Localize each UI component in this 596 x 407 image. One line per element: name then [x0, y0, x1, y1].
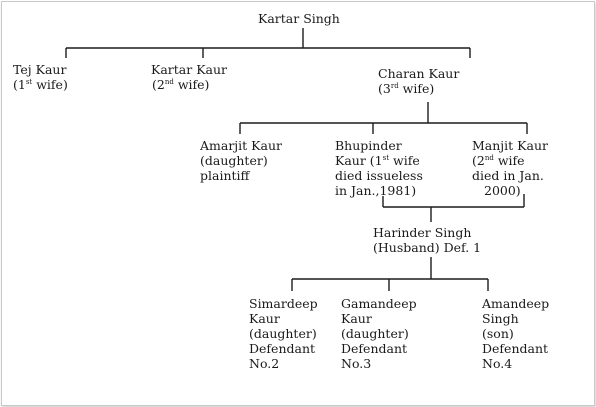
node-charan-kaur — [378, 66, 459, 96]
node-line: Manjit Kaur — [472, 138, 548, 153]
node-label: Kartar Singh — [258, 11, 340, 26]
node-name: Kartar Kaur — [151, 62, 228, 77]
node-line: died in Jan. — [472, 168, 544, 183]
node-line: Amandeep — [482, 296, 550, 311]
node-amandeep-singh — [482, 296, 549, 371]
node-tej-kaur — [13, 62, 68, 92]
node-line: Amarjit Kaur — [200, 138, 282, 153]
node-manjit-kaur — [472, 138, 548, 198]
node-simardeep-kaur — [249, 296, 318, 371]
node-line: Kaur — [341, 311, 372, 326]
node-line: died issueless — [335, 168, 423, 183]
node-relation: (1st wife) — [13, 77, 68, 92]
node-line: (son) — [482, 326, 514, 341]
node-line: No.2 — [249, 356, 280, 371]
node-line: Defendant — [482, 341, 549, 356]
node-gamandeep-kaur — [341, 296, 417, 371]
node-relation: (2nd wife) — [152, 77, 210, 92]
node-line: No.3 — [341, 356, 372, 371]
node-line: (2nd wife — [472, 153, 525, 168]
node-line: (daughter) — [341, 326, 409, 341]
node-line: (Husband) Def. 1 — [373, 240, 482, 255]
node-name: Tej Kaur — [13, 62, 67, 77]
node-line: Kaur — [249, 311, 280, 326]
node-line: Simardeep — [249, 296, 318, 311]
node-line: Kaur (1st wife — [335, 153, 420, 168]
node-line: Harinder Singh — [373, 225, 472, 240]
node-harinder-singh — [373, 225, 481, 255]
node-line: Singh — [482, 311, 519, 326]
node-line: Defendant — [341, 341, 408, 356]
node-line: plaintiff — [200, 168, 250, 183]
node-line: No.4 — [482, 356, 513, 371]
node-name: Charan Kaur — [378, 66, 460, 81]
node-line: (daughter) — [249, 326, 317, 341]
node-line: 2000) — [484, 183, 521, 198]
node-line: Gamandeep — [341, 296, 417, 311]
node-line: in Jan.,1981) — [335, 183, 417, 198]
node-line: Bhupinder — [335, 138, 402, 153]
node-line: Defendant — [249, 341, 316, 356]
node-line: (daughter) — [200, 153, 268, 168]
node-kartar-kaur — [151, 62, 227, 92]
node-relation: (3rd wife) — [378, 81, 435, 96]
node-kartar-singh — [258, 11, 340, 26]
node-bhupinder-kaur — [335, 138, 423, 198]
node-amarjit-kaur — [200, 138, 282, 183]
